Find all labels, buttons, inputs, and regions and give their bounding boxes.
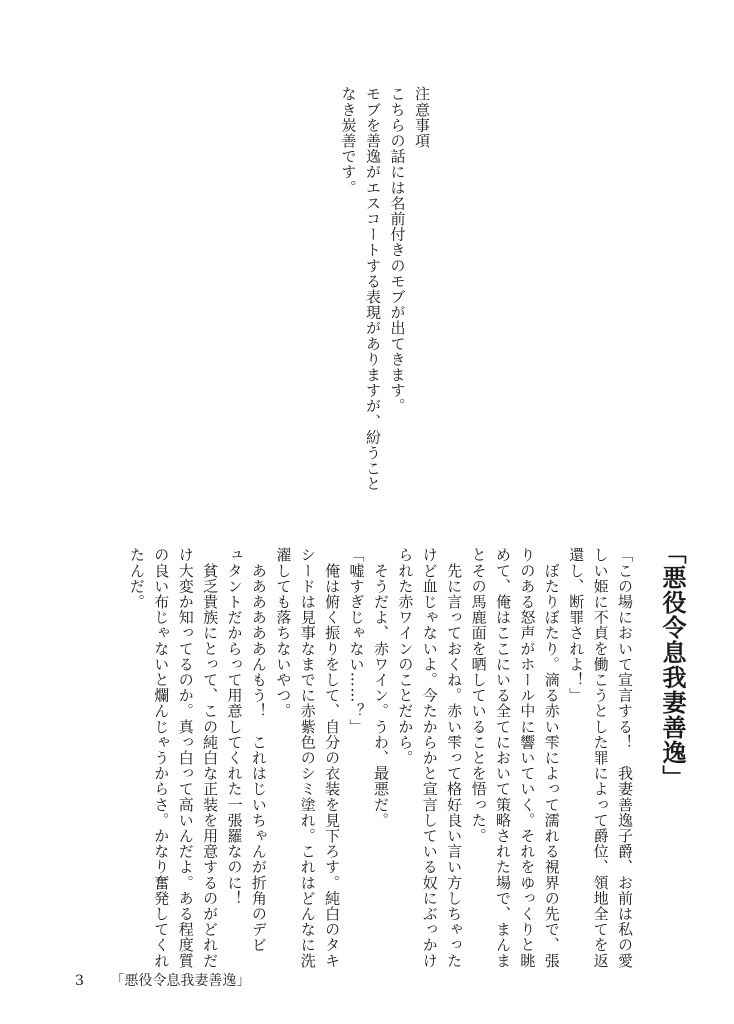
story-line: そうだよ、赤ワイン。うわ、最悪だ。 [371, 547, 390, 828]
story-line: りのある怒声がホール中に響いていく。それをゆっくりと眺 [518, 547, 537, 969]
notice-block [336, 86, 434, 506]
story-line: られた赤ワインのことだから。 [396, 547, 415, 766]
story-line: めて、俺はここにいる全てにおいて策略された場で、まんま [493, 547, 512, 969]
story-line: ぼたりぼたり。滴る赤い雫によって濡れる視界の先で、張 [542, 547, 561, 969]
notice-line: モブを善逸がエスコートする表現がありますが、紛うこと [364, 86, 382, 492]
notice-line: なき炭善です。 [339, 86, 358, 196]
story-line: とその馬鹿面を晒していることを悟った。 [469, 547, 488, 844]
chapter-title: 「悪役令息我妻善逸」 [658, 540, 687, 790]
story-body [124, 547, 637, 967]
story-line: 先に言っておくね。赤い雫って格好良い言い方しちゃった [445, 547, 464, 969]
page-number: 3 [75, 973, 84, 989]
story-line: しい姫に不貞を働こうとした罪によって爵位、領地全てを返 [591, 547, 610, 969]
page-footer [75, 970, 250, 990]
story-line: 「嘘すぎじゃない……？」 [347, 547, 366, 735]
running-title: 「悪役令息我妻善逸」 [110, 973, 251, 989]
story-line: たんだ。 [127, 547, 146, 610]
story-line: 還し、断罪されよ！」 [567, 547, 586, 703]
story-line: け大変か知ってるのか。真っ白って高いんだよ。ある程度質 [176, 547, 195, 969]
story-line: 貧乏貴族にとって、この純白な正装を用意するのがどれだ [201, 547, 220, 969]
story-line: 濯しても落ちないやつ。 [274, 547, 293, 719]
notice-line: こちらの話には名前付きのモブが出てきます。 [388, 86, 407, 414]
story-line: けど血じゃないよ。今たからかと宣言している奴にぶっかけ [420, 547, 439, 969]
story-line: ああああああんもう！ これはじいちゃんが折角のデビ [249, 547, 268, 953]
story-line: の良い布じゃないと爛んじゃうからさ。かなり奮発してくれ [152, 547, 171, 969]
story-line: 俺は俯く振りをして、自分の衣装を見下ろす。純白のタキ [323, 547, 342, 969]
story-line: ュタントだからって用意してくれた一張羅なのに！ [225, 547, 244, 906]
story-line: シードは見事なまでに赤紫色のシミ塗れ。これはどんなに洗 [298, 547, 317, 969]
notice-heading: 注意事項 [413, 86, 431, 149]
story-line: 「この場において宣言する！ 我妻善逸子爵、お前は私の愛 [616, 547, 634, 969]
